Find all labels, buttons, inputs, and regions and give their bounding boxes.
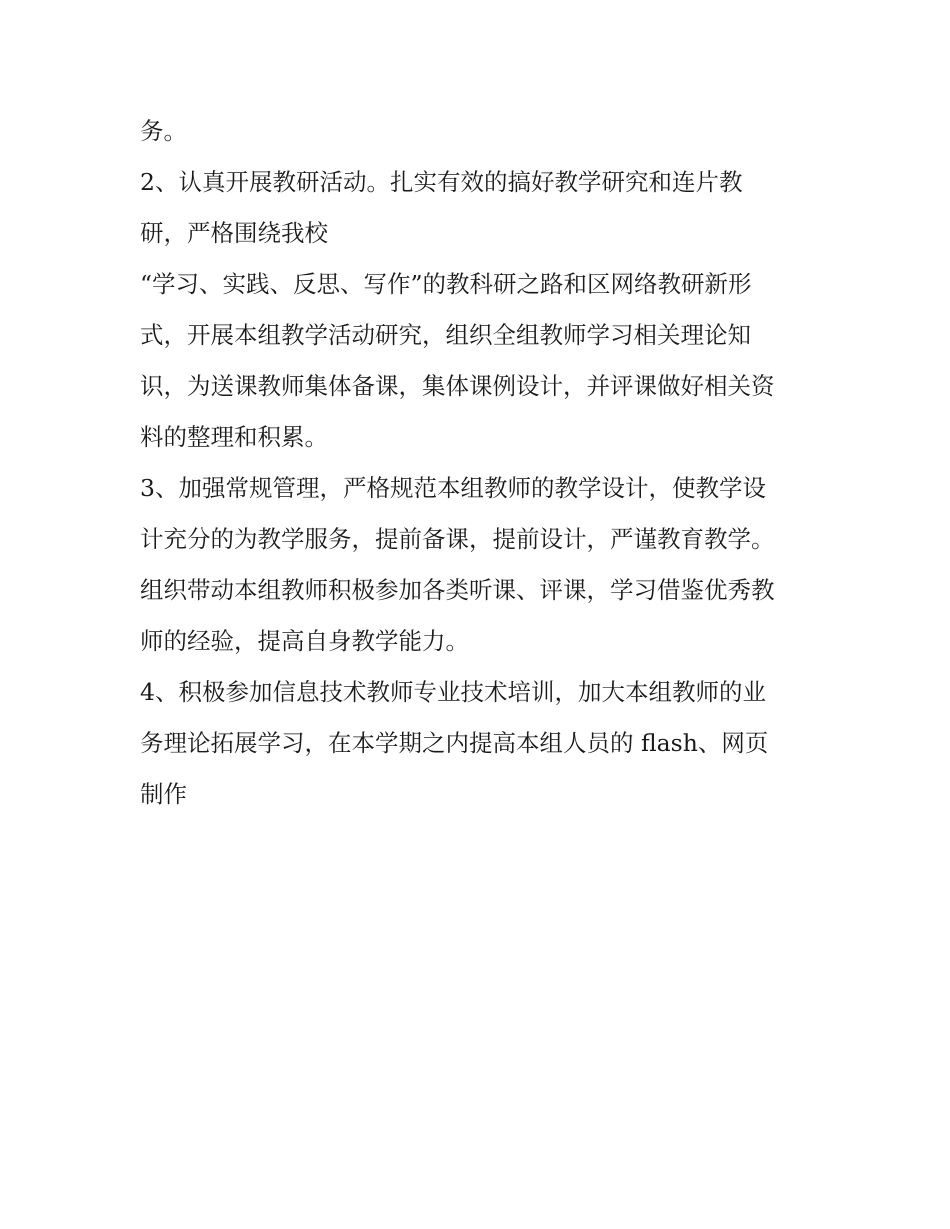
text-line: 计充分的为教学服务，提前备课，提前设计，严谨教育教学。 [140, 525, 775, 553]
text-line: 务理论拓展学习，在本学期之内提高本组人员的 flash、网页 [140, 729, 769, 757]
text-line: 务。 [140, 117, 187, 145]
document-body [140, 106, 830, 820]
text-line: 2、认真开展教研活动。扎实有效的搞好教学研究和连片教 [140, 168, 743, 196]
text-line: 3、加强常规管理，严格规范本组教师的教学设计，使教学设 [140, 474, 766, 502]
text-line: 识，为送课教师集体备课，集体课例设计，并评课做好相关资 [140, 372, 775, 400]
text-line: 料的整理和积累。 [140, 423, 328, 451]
text-line: “学习、实践、反思、写作”的教科研之路和区网络教研新形 [140, 270, 752, 298]
text-line: 师的经验，提高自身教学能力。 [140, 627, 469, 655]
text-line: 4、积极参加信息技术教师专业技术培训，加大本组教师的业 [140, 678, 766, 706]
text-line: 制作 [140, 780, 187, 808]
text-line: 研，严格围绕我校 [140, 219, 328, 247]
text-line: 组织带动本组教师积极参加各类听课、评课，学习借鉴优秀教 [140, 576, 775, 604]
text-line: 式，开展本组教学活动研究，组织全组教师学习相关理论知 [140, 321, 751, 349]
